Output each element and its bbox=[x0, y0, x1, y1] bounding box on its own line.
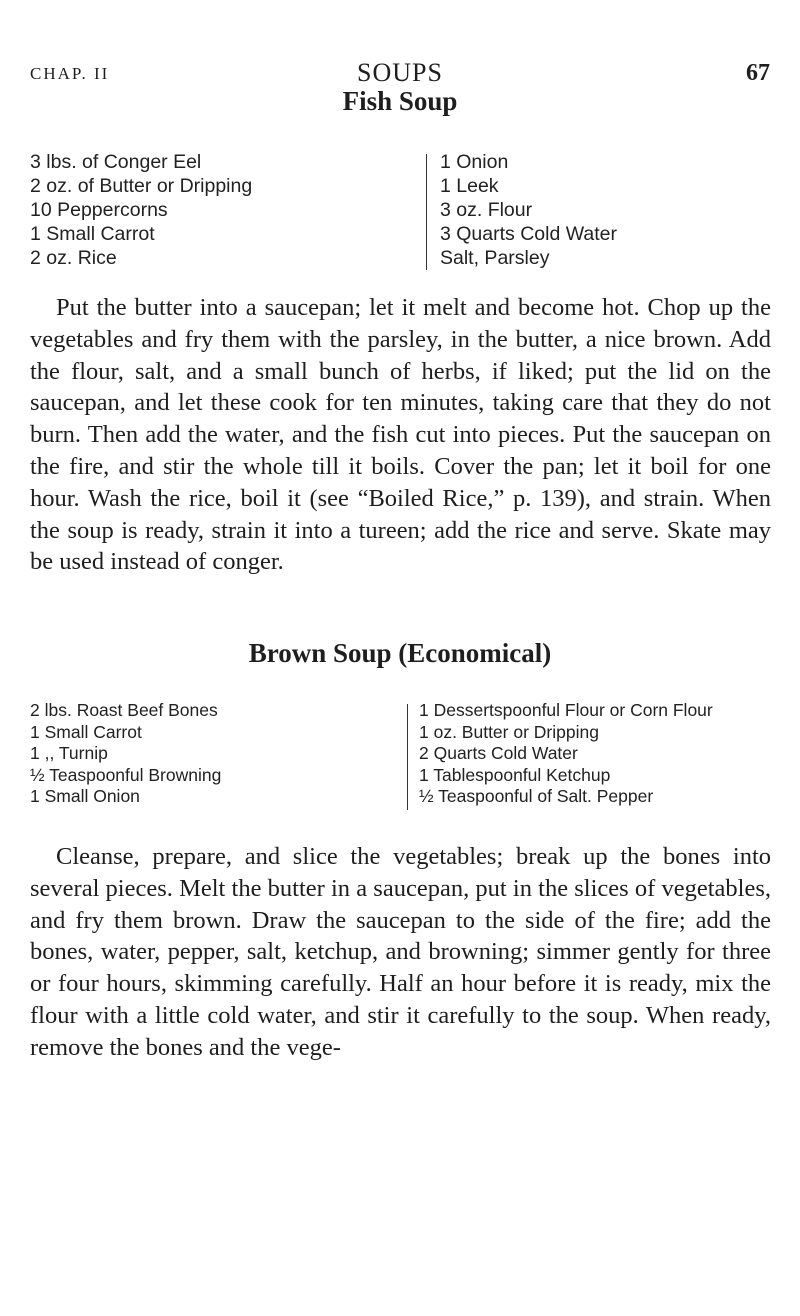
ingredients-right-column bbox=[440, 150, 617, 270]
ingredient-item: 2 lbs. Roast Beef Bones bbox=[30, 700, 218, 720]
ingredient-item: 2 oz. Rice bbox=[30, 247, 117, 269]
recipe-instructions-fish-soup: Put the butter into a saucepan; let it melt and become hot. Chop up the vegetables and fry them with the parsley, in the butter, a nice brown. Add the flour, salt, and a small bunch of herbs, if liked; put the lid on the saucepan, and let these cook for ten minutes, taking care that they do not burn. Then add the water, and the fish cut into pieces. Put the saucepan on the fire, and stir the whole till it boils. Cover the pan; let it boil for one hour. Wash the rice, boil it (see “Boiled Rice,” p. 139), and strain. When the soup is ready, strain it into a tureen; add the rice and serve. Skate may be used instead of conger. bbox=[30, 294, 771, 576]
ingredient-item: 1 Dessertspoonful Flour or Corn Flour bbox=[419, 700, 713, 720]
ingredient-item: 1 Tablespoonful Ketchup bbox=[419, 764, 611, 785]
ingredients-brown-soup bbox=[30, 700, 770, 830]
ingredients-left-column bbox=[30, 150, 252, 270]
section-title: SOUPS bbox=[357, 58, 443, 87]
ingredient-item: 1 Onion bbox=[440, 151, 509, 173]
ingredient-item: 1 Small Carrot bbox=[30, 223, 155, 245]
ingredient-item: 3 lbs. of Conger Eel bbox=[30, 151, 202, 173]
recipe-title-brown-soup: Brown Soup (Economical) bbox=[248, 638, 552, 668]
column-divider bbox=[426, 154, 427, 270]
ingredient-item: ½ Teaspoonful Browning bbox=[30, 764, 222, 785]
page-number: 67 bbox=[746, 60, 770, 86]
ingredients-right-column bbox=[419, 700, 713, 808]
ingredient-item: 1 oz. Butter or Dripping bbox=[419, 721, 599, 742]
ingredients-left-column bbox=[30, 700, 221, 808]
chapter-label: CHAP. II bbox=[30, 64, 110, 83]
ingredient-item: 2 Quarts Cold Water bbox=[419, 743, 578, 763]
ingredient-item: 1 ,, Turnip bbox=[30, 743, 108, 763]
ingredient-item: ½ Teaspoonful of Salt. Pepper bbox=[419, 786, 654, 806]
ingredient-item: 2 oz. of Butter or Dripping bbox=[30, 175, 253, 197]
ingredient-item: Salt, Parsley bbox=[440, 247, 550, 269]
ingredient-item: 1 Small Carrot bbox=[30, 721, 142, 742]
recipe-instructions-brown-soup: Cleanse, prepare, and slice the vegetables; break up the bones into several pieces. Melt the butter in a saucepan, put in the slices of vegetables, and fry them brown. Draw the saucepan to the side of the fire; add the bones, water, pepper, salt, ketchup, and browning; simmer gently for three or four hours, skimming carefully. Half an hour before it is ready, mix the flour with a little cold water, and stir it carefully to the soup. When ready, remove the bones and the vege- bbox=[30, 843, 771, 1061]
ingredient-item: 3 oz. Flour bbox=[440, 199, 533, 221]
ingredient-item: 10 Peppercorns bbox=[30, 199, 168, 221]
column-divider bbox=[407, 704, 408, 810]
ingredient-item: 3 Quarts Cold Water bbox=[440, 223, 618, 245]
recipe-title-fish-soup: Fish Soup bbox=[342, 86, 458, 116]
ingredient-item: 1 Leek bbox=[440, 175, 499, 197]
ingredient-item: 1 Small Onion bbox=[30, 786, 140, 806]
